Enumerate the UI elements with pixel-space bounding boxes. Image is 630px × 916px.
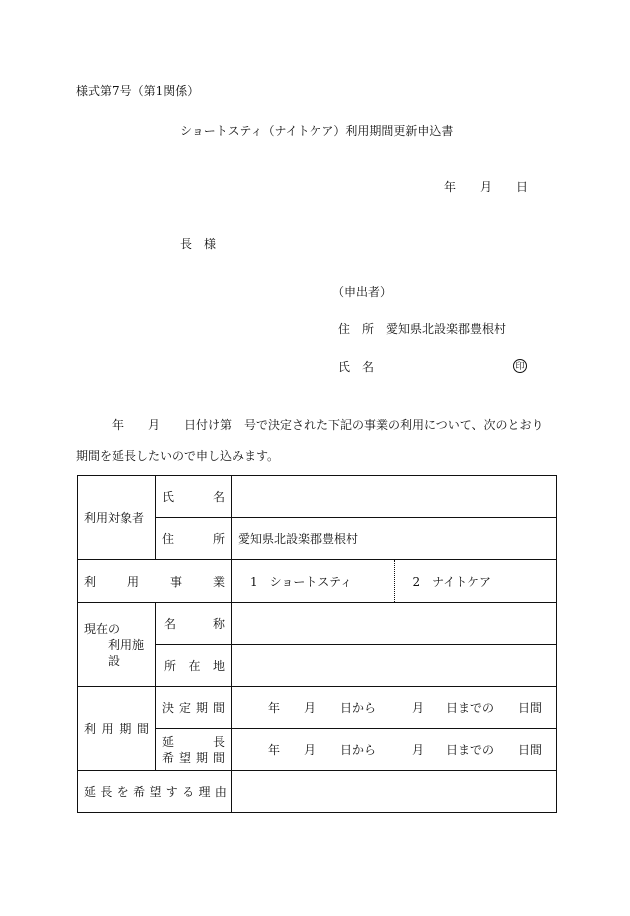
document-title: ショートスティ（ナイトケア）利用期間更新申込書	[180, 124, 454, 138]
target-person-header: 利用対象者	[78, 476, 156, 560]
application-table	[77, 475, 557, 813]
facility-name-label: 名 称	[156, 603, 232, 645]
form-number: 様式第7号（第1関係）	[76, 84, 200, 98]
applicant-address-value: 愛知県北設楽郡豊根村	[386, 322, 507, 336]
applicant-address-label: 住 所	[338, 322, 375, 336]
extension-period-dates: 年 月 日から 月 日までの 日間	[232, 729, 557, 771]
body-day-no: 日付け第	[184, 418, 233, 432]
name-label-cell: 氏 名	[156, 476, 232, 518]
reason-value	[232, 771, 557, 813]
addressee: 長 様	[180, 237, 217, 251]
date-day: 日	[516, 180, 529, 194]
date-month: 月	[480, 180, 493, 194]
address-value: 愛知県北設楽郡豊根村	[232, 518, 557, 560]
applicant-label: （申出者）	[332, 285, 393, 299]
body-text-line1	[112, 418, 544, 432]
facility-header: 現在の 利用施設	[78, 603, 156, 687]
decided-period-label: 決 定 期 間	[156, 687, 232, 729]
address-label-cell: 住 所	[156, 518, 232, 560]
decided-period-dates: 年 月 日から 月 日までの 日間	[232, 687, 557, 729]
period-header: 利 用 期 間	[78, 687, 156, 771]
body-rest: 号で決定された下記の事業の利用について、次のとおり	[244, 418, 544, 432]
date-year: 年	[444, 180, 457, 194]
facility-name-value	[232, 603, 557, 645]
service-option-nightcare: 2 ナイトケア	[394, 560, 557, 602]
body-month: 月	[148, 418, 161, 432]
name-value	[232, 476, 557, 518]
applicant-name-label: 氏 名	[338, 360, 375, 374]
body-text-line2: 期間を延長したいので申し込みます。	[76, 449, 280, 463]
service-label-cell: 利 用 事 業	[78, 560, 232, 603]
facility-location-label: 所 在 地	[156, 645, 232, 687]
extension-period-label: 延 長 希 望 期 間	[156, 729, 232, 771]
date-line	[444, 180, 528, 194]
facility-location-value	[232, 645, 557, 687]
service-option-shortstay: 1 ショートスティ	[250, 574, 353, 589]
applicant-address	[338, 322, 506, 336]
reason-label: 延 長 を 希 望 す る 理 由	[78, 771, 232, 813]
body-year: 年	[112, 418, 125, 432]
seal-mark: 印	[513, 359, 527, 373]
service-options	[232, 560, 557, 603]
